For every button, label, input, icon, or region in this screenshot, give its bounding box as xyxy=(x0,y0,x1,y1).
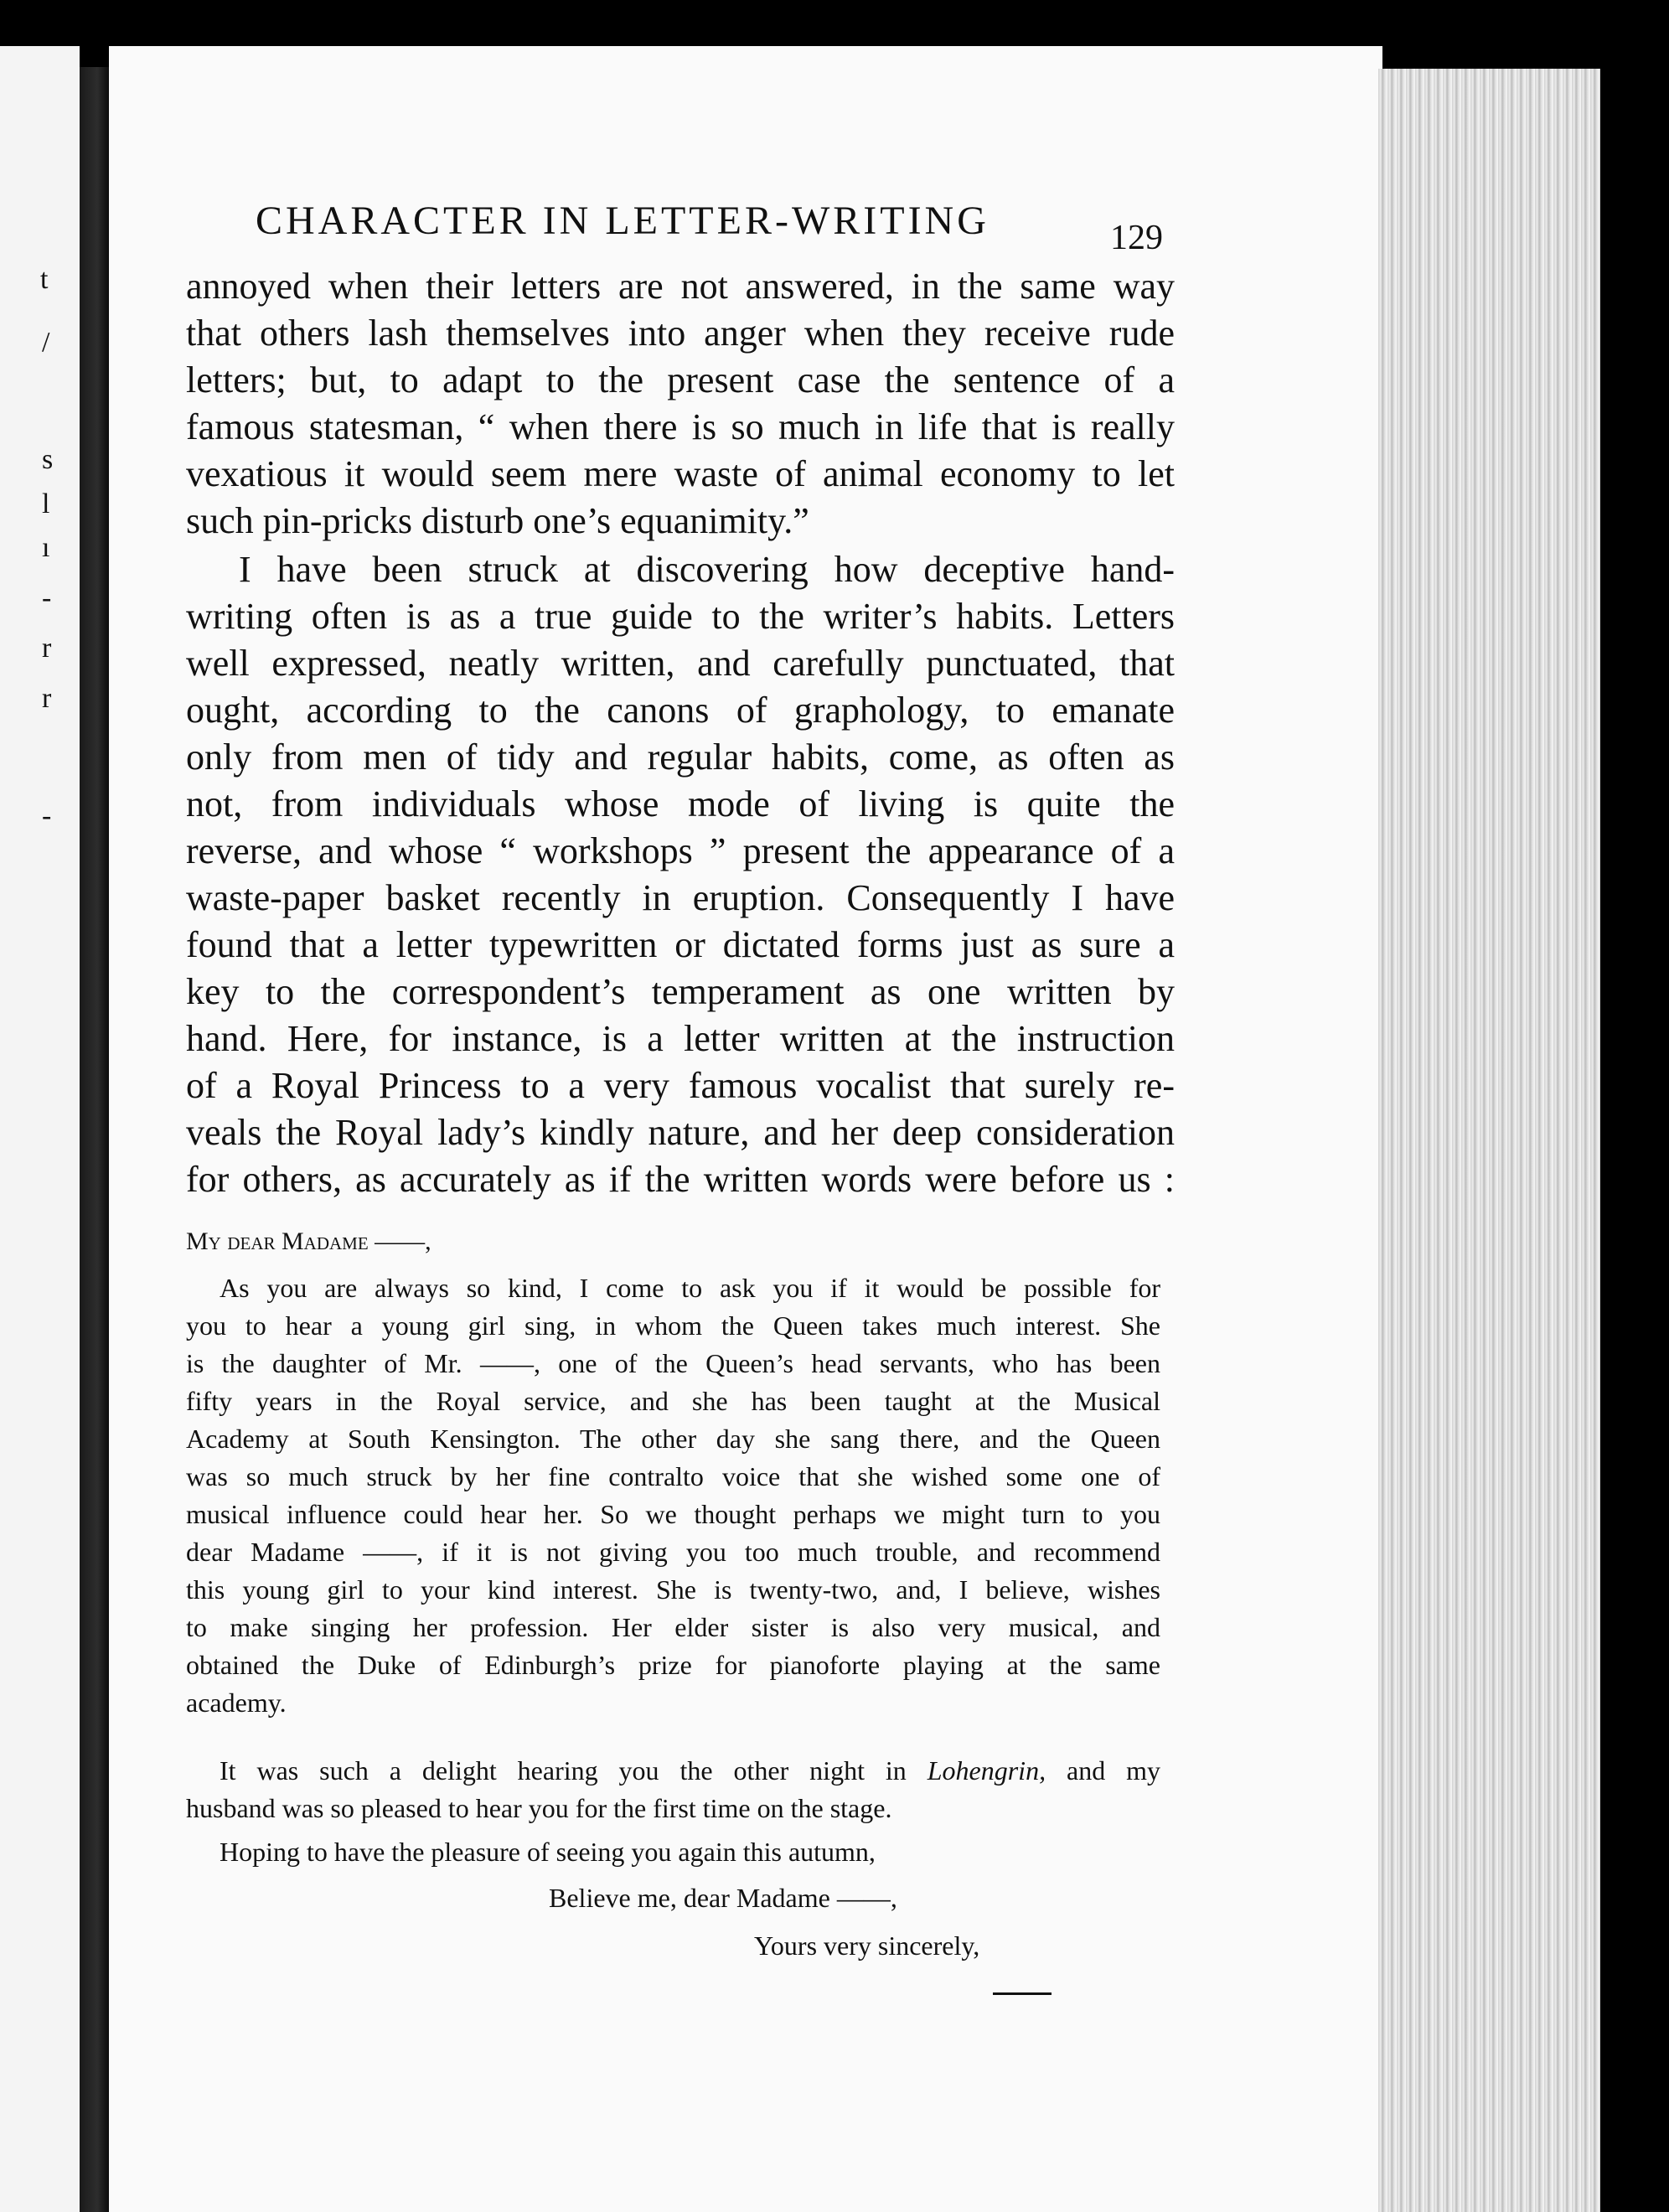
body-line: veals the Royal lady’s kindly nature, and her deep consideration xyxy=(186,1112,1175,1153)
left-page-fragment: r xyxy=(42,683,52,714)
letter-text: It was such a delight hearing you the other night in xyxy=(220,1755,928,1786)
letter-line xyxy=(220,1754,1160,1787)
body-line: such pin-pricks disturb one’s equanimity.” xyxy=(186,500,809,541)
body-line: writing often is as a true guide to the writer’s habits. Letters xyxy=(186,596,1175,637)
letter-salutation: My dear Madame ——, xyxy=(186,1227,431,1255)
left-page-fragment: ı xyxy=(42,532,50,563)
body-line: famous statesman, “ when there is so much in life that is really xyxy=(186,406,1175,447)
letter-line: fifty years in the Royal service, and she has been taught at the Musical xyxy=(186,1386,1160,1416)
letter-line: was so much struck by her fine contralto voice that she wished some one of xyxy=(186,1461,1160,1491)
letter-line: academy. xyxy=(186,1687,287,1718)
body-line: key to the correspondent’s temperament as one written by xyxy=(186,971,1175,1012)
letter-text: and my xyxy=(1046,1755,1161,1786)
letter-line: you to hear a young girl sing, in whom the Queen takes much interest. She xyxy=(186,1310,1160,1341)
page-number: 129 xyxy=(1110,219,1163,257)
letter-line: musical influence could hear her. So we thought perhaps we might turn to you xyxy=(186,1499,1160,1529)
letter-line: husband was so pleased to hear you for the first time on the stage. xyxy=(186,1793,892,1823)
left-page-fragment: l xyxy=(42,488,50,519)
left-page-edge xyxy=(0,46,80,2212)
letter-line: this young girl to your kind interest. She is twenty-two, and, I believe, wishes xyxy=(186,1574,1160,1605)
body-line: letters; but, to adapt to the present case the sentence of a xyxy=(186,359,1175,401)
body-line: ought, according to the canons of graphology, to emanate xyxy=(186,690,1175,731)
letter-line: obtained the Duke of Edinburgh’s prize for pianoforte playing at the same xyxy=(186,1650,1160,1680)
body-line: reverse, and whose “ workshops ” present the appearance of a xyxy=(186,830,1175,871)
letter-line: is the daughter of Mr. ——, one of the Queen’s head servants, who has been xyxy=(186,1348,1160,1378)
letter-closing: Believe me, dear Madame ——, xyxy=(549,1883,897,1913)
body-line: I have been struck at discovering how deceptive hand- xyxy=(239,549,1175,590)
letter-signoff: Yours very sincerely, xyxy=(754,1930,980,1961)
letter-line: Hoping to have the pleasure of seeing you again this autumn, xyxy=(220,1837,876,1867)
body-line: well expressed, neatly written, and carefully punctuated, that xyxy=(186,643,1175,684)
book-gutter xyxy=(80,67,109,2212)
left-page-fragment: r xyxy=(42,633,52,664)
body-line: found that a letter typewritten or dictated forms just as sure a xyxy=(186,924,1175,965)
running-head: CHARACTER IN LETTER-WRITING xyxy=(256,199,990,243)
left-page-fragment: - xyxy=(42,800,52,831)
letter-line: to make singing her profession. Her elder sister is also very musical, and xyxy=(186,1612,1160,1642)
body-line: waste-paper basket recently in eruption. Consequently I have xyxy=(186,877,1175,918)
page-edges xyxy=(1378,69,1600,2212)
opera-title: Lohengrin, xyxy=(927,1755,1046,1786)
signature-rule xyxy=(993,1992,1052,1995)
left-page-fragment: t xyxy=(40,264,49,295)
body-line: of a Royal Princess to a very famous vocalist that surely re- xyxy=(186,1065,1175,1106)
body-line: not, from individuals whose mode of living is quite the xyxy=(186,783,1175,824)
body-line: only from men of tidy and regular habits, come, as often as xyxy=(186,736,1175,778)
left-page-fragment: s xyxy=(42,444,54,475)
left-page-fragment: - xyxy=(42,582,52,613)
letter-line: Academy at South Kensington. The other day she sang there, and the Queen xyxy=(186,1424,1160,1454)
body-line: vexatious it would seem mere waste of animal economy to let xyxy=(186,453,1175,494)
body-line: hand. Here, for instance, is a letter written at the instruction xyxy=(186,1018,1175,1059)
left-page-fragment: / xyxy=(42,327,50,358)
letter-line: dear Madame ——, if it is not giving you too much trouble, and recommend xyxy=(186,1537,1160,1567)
body-line: for others, as accurately as if the written words were before us : xyxy=(186,1159,1175,1200)
body-line: annoyed when their letters are not answered, in the same way xyxy=(186,266,1175,307)
letter-line: As you are always so kind, I come to ask you if it would be possible for xyxy=(220,1273,1160,1303)
body-line: that others lash themselves into anger when they receive rude xyxy=(186,313,1175,354)
